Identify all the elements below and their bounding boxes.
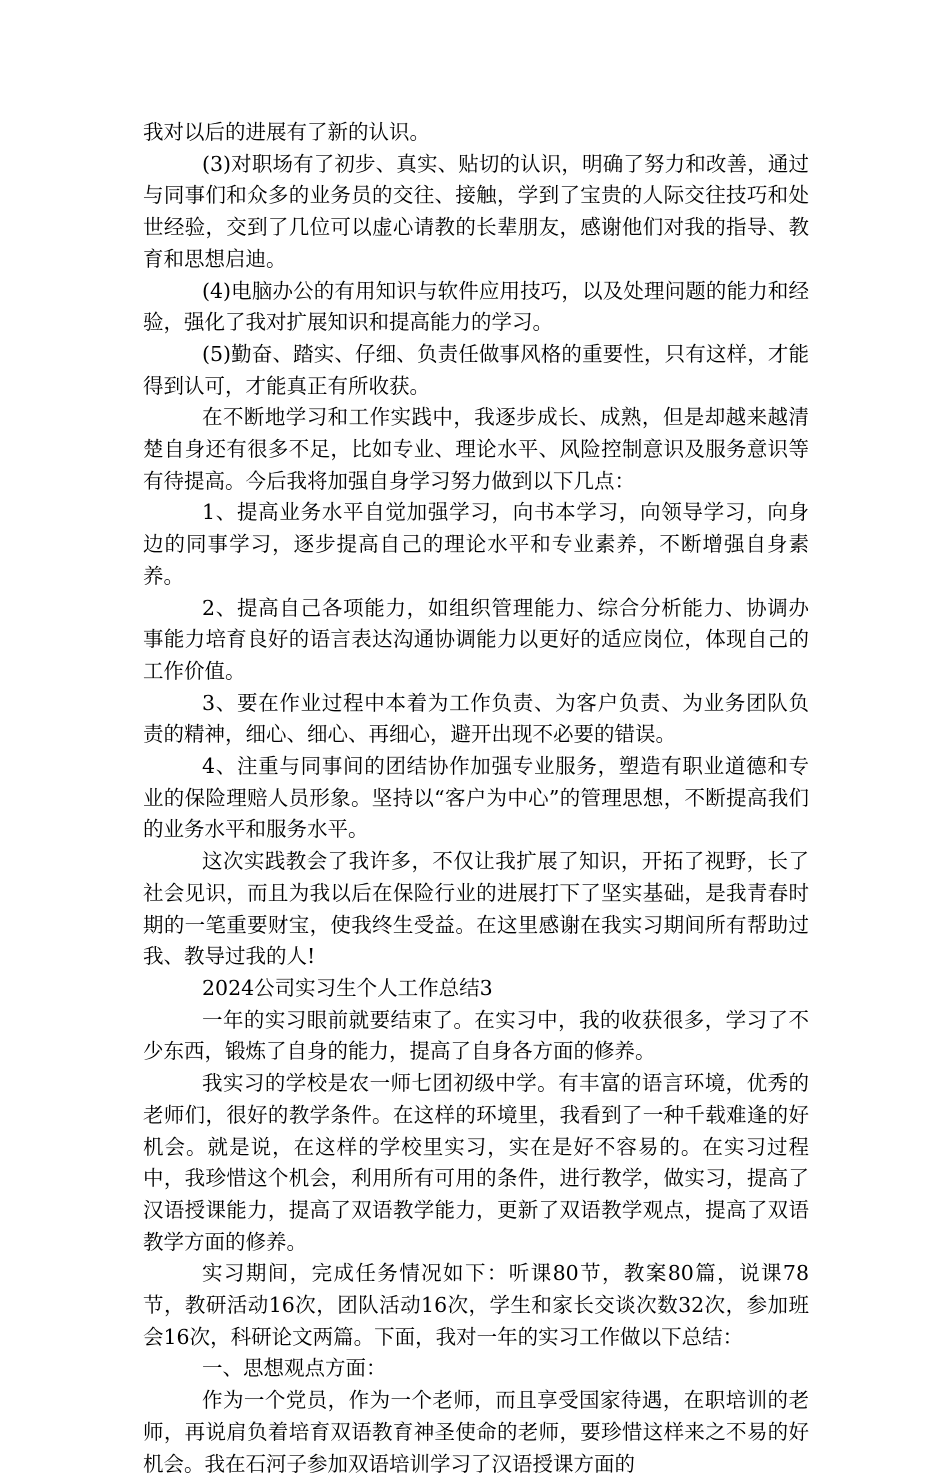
paragraph-12: 一年的实习眼前就要结束了。在实习中，我的收获很多，学习了不少东西，锻炼了自身的能力，提高了自身各方面的修养。	[143, 1007, 809, 1064]
paragraph-13: 我实习的学校是农一师七团初级中学。有丰富的语言环境，优秀的老师们，很好的教学条件。在这样的环境里，我看到了一种千载难逢的好机会。就是说，在这样的学校里实习，实在是好不容易的。在实习过程中，我珍惜这个机会，利用所有可用的条件，进行教学，做实习，提高了汉语授课能力，提高了双语教学能力，更新了双语教学观点，提高了双语教学方面的修养。	[143, 1071, 809, 1254]
paragraph-8: 3、要在作业过程中本着为工作负责、为客户负责、为业务团队负责的精神，细心、细心、再细心，避开出现不必要的错误。	[143, 690, 809, 747]
paragraph-10: 这次实践教会了我许多，不仅让我扩展了知识，开拓了视野，长了社会见识，而且为我以后在保险行业的进展打下了坚实基础，是我青春时期的一笔重要财宝，使我终生受益。在这里感谢在我实习期间所有帮助过我、教导过我的人!	[143, 849, 809, 969]
paragraph-1: 我对以后的进展有了新的认识。	[143, 120, 430, 144]
paragraph-5: 在不断地学习和工作实践中，我逐步成长、成熟，但是却越来越清楚自身还有很多不足，比如专业、理论水平、风险控制意识及服务意识等有待提高。今后我将加强自身学习努力做到以下几点：	[143, 405, 809, 493]
paragraph-6: 1、提高业务水平自觉加强学习，向书本学习，向领导学习，向身边的同事学习，逐步提高自己的理论水平和专业素养，不断增强自身素养。	[143, 500, 809, 588]
paragraph-7: 2、提高自己各项能力，如组织管理能力、综合分析能力、协调办事能力培育良好的语言表达沟通协调能力以更好的适应岗位，体现自己的工作价值。	[143, 595, 809, 683]
subheading-thought: 一、思想观点方面：	[202, 1356, 387, 1381]
paragraph-16: 作为一个党员，作为一个老师，而且享受国家待遇，在职培训的老师，再说肩负着培育双语教育神圣使命的老师，要珍惜这样来之不易的好机会。我在石河子参加双语培训学习了汉语授课方面的	[143, 1388, 809, 1476]
paragraph-9: 4、注重与同事间的团结协作加强专业服务，塑造有职业道德和专业的保险理赔人员形象。坚持以“客户为中心”的管理思想，不断提高我们的业务水平和服务水平。	[143, 754, 809, 842]
paragraph-4: (5)勤奋、踏实、仔细、负责任做事风格的重要性，只有这样，才能得到认可，才能真正有所收获。	[143, 341, 809, 398]
paragraph-14: 实习期间，完成任务情况如下：听课80节，教案80篇，说课78节，教研活动16次，团队活动16次，学生和家长交谈次数32次，参加班会16次，科研论文两篇。下面，我对一年的实习工作做以下总结：	[143, 1261, 809, 1349]
paragraph-2: (3)对职场有了初步、真实、贴切的认识，明确了努力和改善，通过与同事们和众多的业务员的交往、接触，学到了宝贵的人际交往技巧和处世经验，交到了几位可以虚心请教的长辈朋友，感谢他们对我的指导、教育和思想启迪。	[143, 151, 809, 271]
paragraph-3: (4)电脑办公的有用知识与软件应用技巧，以及处理问题的能力和经验，强化了我对扩展知识和提高能力的学习。	[143, 278, 809, 335]
document-body	[143, 117, 809, 1480]
section-heading: 2024公司实习生个人工作总结3	[202, 975, 493, 1000]
